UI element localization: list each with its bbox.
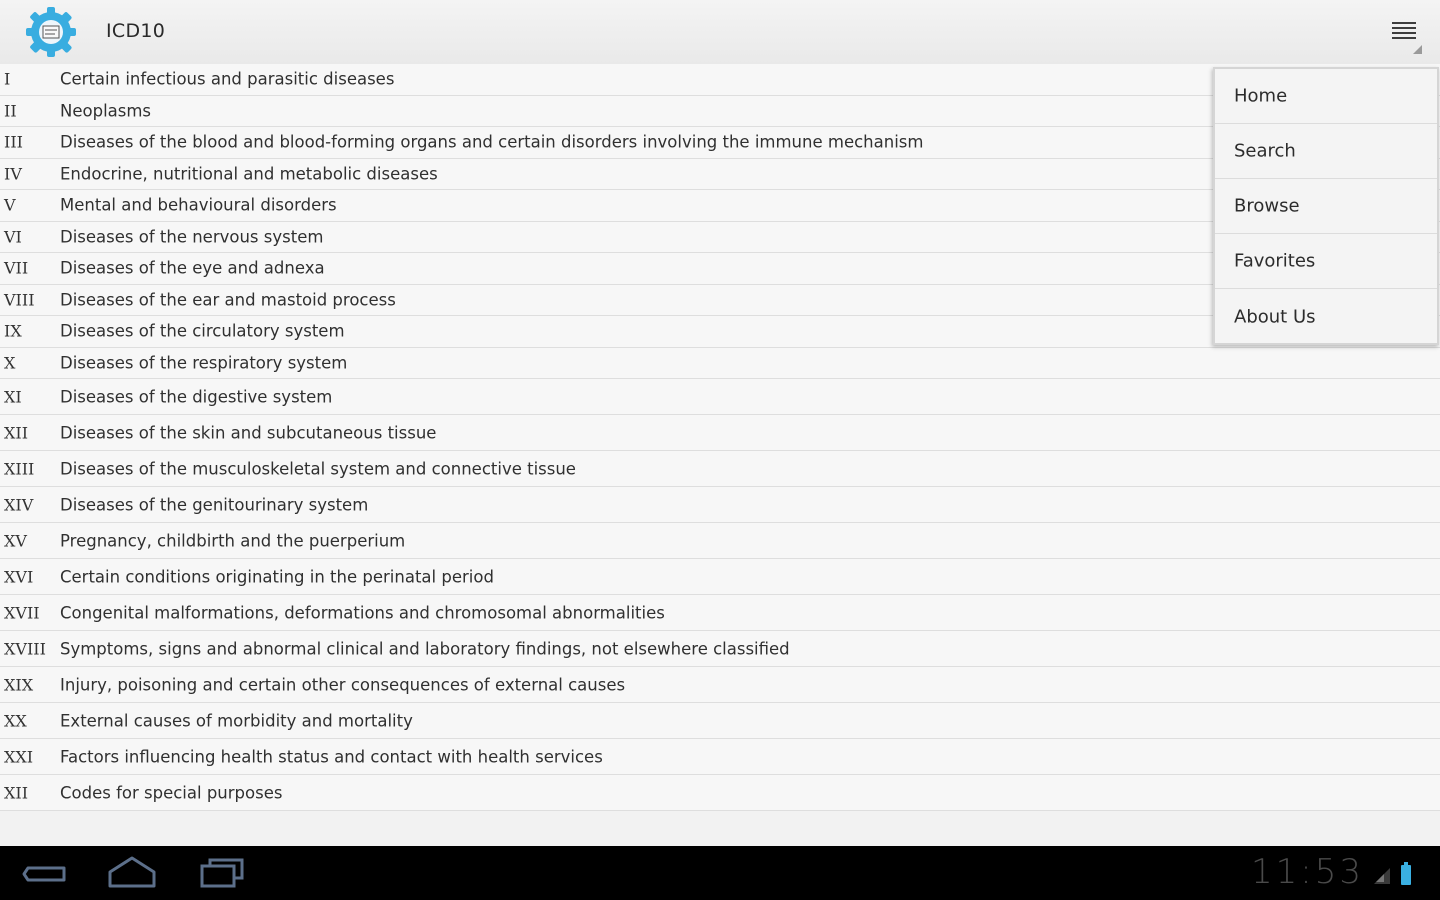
chapter-number: XIV [4, 495, 34, 514]
chapter-number: XII [4, 783, 29, 802]
chapter-number: XII [4, 423, 29, 442]
chapter-title: Diseases of the circulatory system [60, 321, 345, 341]
chapter-title: Diseases of the eye and adnexa [60, 258, 325, 278]
chapter-title: Mental and behavioural disorders [60, 195, 337, 215]
chapter-number: VIII [4, 290, 35, 310]
chapter-row[interactable] [0, 487, 1440, 523]
chapter-title: Diseases of the musculoskeletal system and connective tissue [60, 459, 576, 478]
chapter-number: XI [4, 387, 22, 406]
menu-item-favorites[interactable] [1215, 234, 1437, 289]
menu-item-label: About Us [1234, 306, 1316, 327]
menu-item-browse[interactable] [1215, 179, 1437, 234]
chapter-number: XVI [4, 567, 34, 586]
menu-item-home[interactable] [1215, 69, 1437, 124]
chapter-title: External causes of morbidity and mortality [60, 711, 413, 730]
chapter-title: Diseases of the ear and mastoid process [60, 290, 396, 310]
chapter-title: Diseases of the skin and subcutaneous tissue [60, 423, 437, 442]
chapter-number: XVIII [4, 639, 46, 658]
chapter-row[interactable] [0, 703, 1440, 739]
chapter-row[interactable] [0, 451, 1440, 487]
chapter-row[interactable] [0, 595, 1440, 631]
chapter-number: XX [4, 711, 27, 730]
chapter-number: II [4, 101, 17, 121]
chapter-title: Diseases of the nervous system [60, 227, 324, 247]
chapter-title: Endocrine, nutritional and metabolic diseases [60, 164, 438, 184]
chapter-number: VI [4, 227, 22, 247]
chapter-number: IX [4, 321, 22, 341]
chapter-row[interactable] [0, 379, 1440, 415]
chapter-title: Diseases of the genitourinary system [60, 495, 369, 514]
battery-icon [1401, 862, 1411, 885]
chapter-title: Congenital malformations, deformations and chromosomal abnormalities [60, 603, 665, 622]
chapter-title: Diseases of the blood and blood-forming organs and certain disorders involving the immune mechanism [60, 132, 924, 152]
app-gear-icon[interactable] [24, 5, 78, 59]
menu-item-label: Search [1234, 140, 1296, 162]
chapter-number: XXI [4, 747, 34, 766]
chapter-number: VII [4, 258, 29, 278]
corner-indicator-icon [1413, 45, 1422, 54]
chapter-number: III [4, 132, 23, 152]
chapter-title: Symptoms, signs and abnormal clinical and laboratory findings, not elsewhere classified [60, 639, 790, 658]
chapter-number: XV [4, 531, 27, 550]
chapter-number: I [4, 69, 11, 89]
menu-item-label: Home [1234, 85, 1288, 107]
status-icons[interactable] [1370, 860, 1426, 888]
menu-item-label: Browse [1234, 195, 1300, 217]
recent-apps-icon[interactable] [192, 854, 252, 894]
menu-item-about-us[interactable] [1215, 289, 1437, 344]
chapter-title: Injury, poisoning and certain other consequences of external causes [60, 675, 626, 694]
chapter-title: Pregnancy, childbirth and the puerperium [60, 531, 406, 550]
back-icon[interactable] [14, 854, 74, 894]
chapter-row[interactable] [0, 415, 1440, 451]
overflow-menu-icon [1392, 22, 1416, 42]
app-title: ICD10 [106, 20, 166, 42]
chapter-title: Factors influencing health status and contact with health services [60, 747, 603, 766]
chapter-row[interactable] [0, 631, 1440, 667]
signal-icon [1374, 868, 1390, 884]
menu-item-search[interactable] [1215, 124, 1437, 179]
chapter-row[interactable] [0, 739, 1440, 775]
home-icon[interactable] [102, 854, 162, 894]
chapter-number: XIII [4, 459, 35, 478]
chapter-number: XVII [4, 603, 40, 622]
chapter-row[interactable] [0, 775, 1440, 811]
chapter-number: XIX [4, 675, 34, 694]
action-bar [0, 0, 1440, 64]
chapter-row[interactable] [0, 559, 1440, 595]
chapter-number: X [4, 353, 16, 373]
overflow-menu-button[interactable] [1386, 14, 1422, 54]
chapter-number: IV [4, 164, 22, 184]
chapter-row[interactable] [0, 523, 1440, 559]
chapter-title: Neoplasms [60, 101, 152, 121]
chapter-number: V [4, 195, 16, 215]
system-nav-bar [0, 846, 1440, 900]
clock-time[interactable]: 11:53 [1251, 852, 1364, 892]
menu-item-label: Favorites [1234, 250, 1316, 272]
chapter-row[interactable] [0, 348, 1440, 380]
chapter-title: Diseases of the respiratory system [60, 353, 348, 373]
chapter-title: Codes for special purposes [60, 783, 283, 802]
chapter-title: Diseases of the digestive system [60, 387, 333, 406]
overflow-popup-menu [1213, 67, 1439, 345]
chapter-row[interactable] [0, 667, 1440, 703]
chapter-title: Certain infectious and parasitic diseases [60, 69, 395, 89]
chapter-title: Certain conditions originating in the perinatal period [60, 567, 494, 586]
